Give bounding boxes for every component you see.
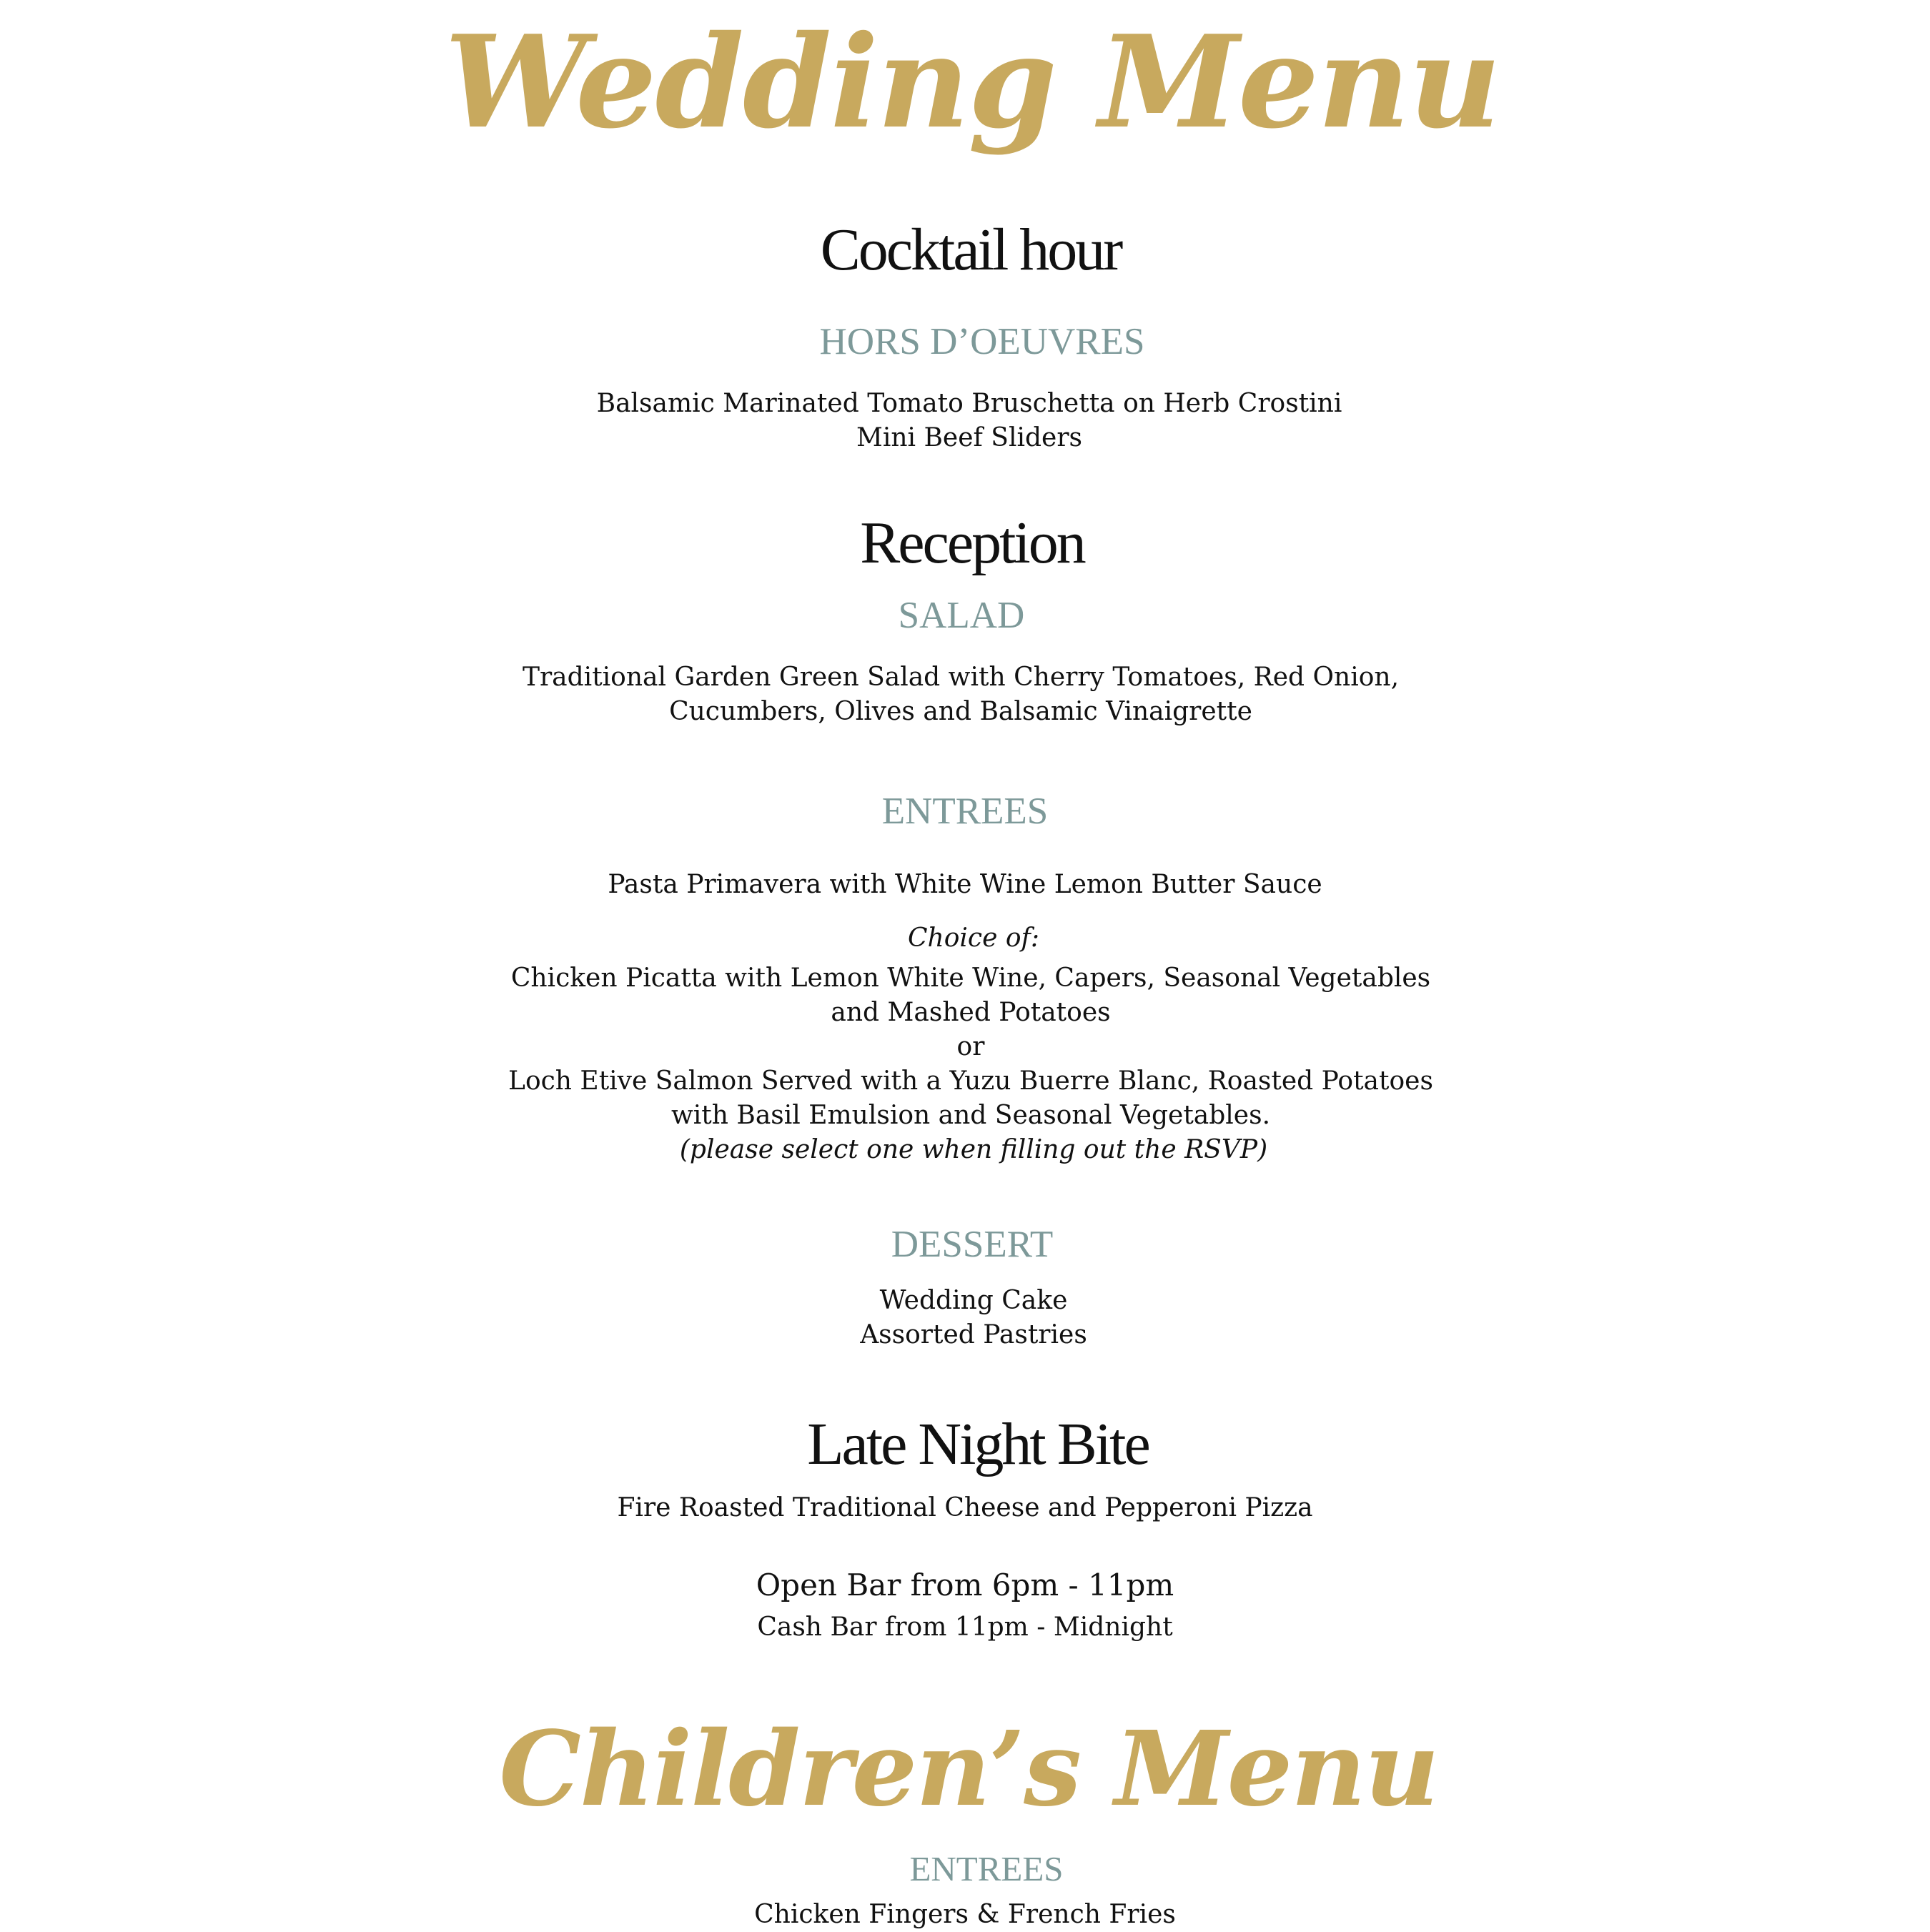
list-item: Balsamic Marinated Tomato Bruschetta on Herb Crostini (596, 389, 1342, 418)
salmon-entree-line: with Basil Emulsion and Seasonal Vegetables. (670, 1101, 1271, 1130)
late-night-item: Fire Roasted Traditional Cheese and Pepperoni Pizza (617, 1493, 1313, 1522)
list-item: Mini Beef Sliders (856, 423, 1083, 452)
rsvp-note: (please select one when filling out the RSVP) (679, 1135, 1268, 1164)
chicken-entree-line: and Mashed Potatoes (831, 998, 1111, 1027)
list-item: Assorted Pastries (860, 1320, 1087, 1349)
menu-title: Wedding Menu (444, 7, 1500, 157)
entrees-subhead: ENTREES (881, 791, 1049, 832)
list-item: Wedding Cake (879, 1286, 1068, 1315)
open-bar-info: Open Bar from 6pm - 11pm (756, 1567, 1174, 1602)
reception-heading: Reception (860, 510, 1084, 576)
pasta-entree: Pasta Primavera with White Wine Lemon Butter Sauce (608, 870, 1322, 899)
childrens-entrees-subhead: ENTREES (909, 1849, 1064, 1888)
hors-doeuvres-subhead: HORS D’OEUVRES (819, 321, 1145, 362)
childrens-entree-item: Chicken Fingers & French Fries (754, 1900, 1176, 1929)
salad-description-line: Traditional Garden Green Salad with Cherry Tomatoes, Red Onion, (522, 663, 1400, 692)
choice-label: Choice of: (908, 923, 1039, 953)
salad-description-line: Cucumbers, Olives and Balsamic Vinaigrette (669, 697, 1252, 726)
dessert-subhead: DESSERT (891, 1224, 1054, 1265)
salmon-entree-line: Loch Etive Salmon Served with a Yuzu Buerre Blanc, Roasted Potatoes (508, 1066, 1433, 1096)
cash-bar-info: Cash Bar from 11pm - Midnight (757, 1613, 1173, 1642)
salad-subhead: SALAD (898, 595, 1025, 636)
or-separator: or (956, 1032, 985, 1061)
late-night-heading: Late Night Bite (807, 1411, 1149, 1477)
childrens-menu-title: Children’s Menu (499, 1708, 1438, 1829)
cocktail-heading: Cocktail hour (820, 217, 1122, 283)
chicken-entree-line: Chicken Picatta with Lemon White Wine, Capers, Seasonal Vegetables (510, 963, 1431, 993)
